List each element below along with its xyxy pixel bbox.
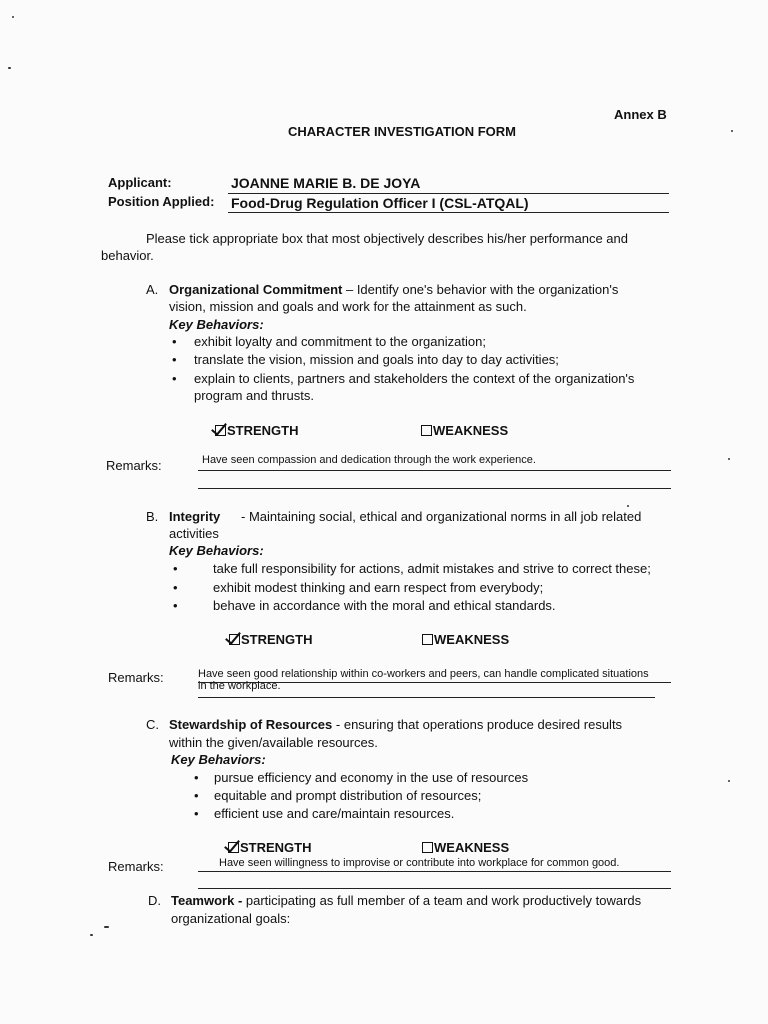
position-value: Food-Drug Regulation Officer I (CSL-ATQAL) [231, 195, 529, 211]
instructions-line2: behavior. [101, 248, 154, 263]
scan-speck [627, 505, 629, 507]
section-b-desc2: activities [169, 526, 219, 541]
section-b-remarks-text2: in the workplace. [198, 680, 281, 692]
scan-speck [12, 16, 14, 18]
position-underline [228, 212, 669, 213]
section-a-remarks-label: Remarks: [106, 458, 162, 473]
section-b-desc: - Maintaining social, ethical and organizational norms in all job related [241, 509, 642, 524]
section-a-letter: A. [146, 282, 159, 297]
section-a-remarks-text: Have seen compassion and dedication through the work experience. [202, 454, 536, 466]
strength-label: STRENGTH [240, 840, 312, 855]
applicant-underline [228, 193, 669, 194]
section-c-title: Stewardship of Resources [169, 717, 333, 732]
bullet-icon: • [194, 770, 199, 785]
section-c-behavior: efficient use and care/maintain resources. [214, 806, 455, 821]
strength-checkbox[interactable] [228, 842, 239, 853]
section-d-desc: participating as full member of a team and work productively towards [242, 893, 642, 908]
section-c-weakness-option[interactable] [422, 840, 509, 855]
section-c-behavior: equitable and prompt distribution of resources; [214, 788, 482, 803]
strength-checkbox[interactable] [215, 425, 226, 436]
bullet-icon: • [173, 561, 178, 576]
scan-speck [728, 780, 730, 782]
section-a-behavior: program and thrusts. [194, 388, 314, 403]
scan-speck [90, 934, 93, 936]
weakness-label: WEAKNESS [434, 632, 510, 647]
section-b-remarks-label: Remarks: [108, 670, 164, 685]
strength-label: STRENGTH [227, 423, 299, 438]
bullet-icon: • [173, 580, 178, 595]
section-c-desc2: within the given/available resources. [169, 735, 378, 750]
weakness-checkbox[interactable] [422, 842, 433, 853]
bullet-icon: • [194, 806, 199, 821]
position-label: Position Applied: [108, 194, 215, 209]
section-c-strength-option[interactable] [228, 840, 312, 855]
section-b-behavior: exhibit modest thinking and earn respect from everybody; [213, 580, 544, 595]
section-a-key-label: Key Behaviors: [169, 317, 264, 332]
strength-checkbox[interactable] [229, 634, 240, 645]
section-b-weakness-option[interactable] [422, 632, 509, 647]
section-c-desc: - ensuring that operations produce desired results [332, 717, 623, 732]
section-c-letter: C. [146, 717, 159, 732]
section-b-strength-option[interactable] [229, 632, 313, 647]
weakness-label: WEAKNESS [434, 840, 510, 855]
section-a-behavior: translate the vision, mission and goals into day to day activities; [194, 352, 559, 367]
bullet-icon: • [172, 352, 177, 367]
scan-speck [8, 67, 11, 69]
section-a-behavior: explain to clients, partners and stakeholders the context of the organization's [194, 371, 635, 386]
section-a-strength-option[interactable] [215, 423, 299, 438]
section-a-desc: – Identify one's behavior with the organization's [342, 282, 619, 297]
section-b-letter: B. [146, 509, 159, 524]
applicant-label: Applicant: [108, 175, 172, 190]
section-c-remarks-label: Remarks: [108, 859, 164, 874]
applicant-name: JOANNE MARIE B. DE JOYA [231, 175, 421, 191]
strength-label: STRENGTH [241, 632, 313, 647]
bullet-icon: • [172, 334, 177, 349]
weakness-checkbox[interactable] [421, 425, 432, 436]
remarks-line [198, 697, 655, 698]
scan-speck [731, 130, 733, 132]
section-d-letter: D. [148, 893, 161, 908]
remarks-line [198, 888, 671, 889]
section-b-behavior: take full responsibility for actions, admit mistakes and strive to correct these; [213, 561, 651, 576]
instructions-line1: Please tick appropriate box that most objectively describes his/her performance and [146, 231, 628, 246]
remarks-line [198, 488, 671, 489]
section-c-heading [169, 717, 622, 732]
section-b-key-label: Key Behaviors: [169, 543, 264, 558]
section-c-remarks-text: Have seen willingness to improvise or contribute into workplace for common good. [219, 857, 620, 869]
section-d-heading [171, 893, 641, 908]
remarks-line [198, 470, 671, 471]
section-b-remarks-text: Have seen good relationship within co-workers and peers, can handle complicated situations [198, 668, 649, 680]
section-a-heading [169, 282, 618, 297]
form-title: CHARACTER INVESTIGATION FORM [288, 124, 516, 139]
weakness-label: WEAKNESS [433, 423, 509, 438]
remarks-line [198, 871, 671, 872]
section-a-weakness-option[interactable] [421, 423, 508, 438]
section-a-desc2: vision, mission and goals and work for the attainment as such. [169, 299, 527, 314]
scan-speck [104, 926, 109, 928]
section-c-key-label: Key Behaviors: [171, 752, 266, 767]
annex-label: Annex B [614, 107, 667, 122]
bullet-icon: • [194, 788, 199, 803]
section-a-behavior: exhibit loyalty and commitment to the organization; [194, 334, 486, 349]
section-c-behavior: pursue efficiency and economy in the use of resources [214, 770, 529, 785]
section-b-behavior: behave in accordance with the moral and ethical standards. [213, 598, 556, 613]
section-a-title: Organizational Commitment [169, 282, 343, 297]
bullet-icon: • [172, 371, 177, 386]
section-d-title: Teamwork - [171, 893, 243, 908]
bullet-icon: • [173, 598, 178, 613]
weakness-checkbox[interactable] [422, 634, 433, 645]
section-b-title: Integrity [169, 509, 221, 524]
section-d-desc2: organizational goals: [171, 911, 291, 926]
scan-speck [728, 458, 730, 460]
